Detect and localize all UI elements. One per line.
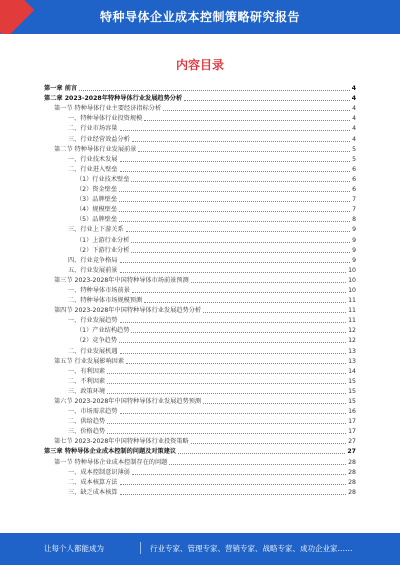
toc-leader-dots (132, 474, 346, 475)
table-of-contents (44, 84, 356, 498)
toc-leader-dots (178, 453, 345, 454)
toc-leader-dots (132, 141, 350, 142)
toc-entry[interactable] (44, 145, 356, 155)
toc-leader-dots (119, 191, 350, 192)
toc-leader-dots (107, 393, 346, 394)
toc-entry-label: 二、行业进入壁垒 (68, 165, 118, 173)
toc-entry-label: （4）规模壁垒 (76, 206, 118, 214)
toc-entry-label: （5）品牌壁垒 (76, 216, 118, 224)
toc-entry-page: 28 (348, 478, 356, 486)
page-footer (0, 533, 400, 565)
toc-leader-dots (120, 272, 347, 273)
toc-entry-page: 10 (348, 266, 356, 274)
footer-slogan-left: 让每个人都能成为 (44, 544, 104, 553)
toc-entry[interactable] (44, 94, 356, 104)
toc-entry[interactable] (44, 155, 356, 165)
toc-entry-page: 16 (348, 408, 356, 416)
toc-entry-page: 4 (352, 115, 356, 123)
toc-entry[interactable] (44, 407, 356, 417)
toc-entry-label: 第三章 特种导体企业成本控制的问题及对策建议 (44, 448, 177, 456)
toc-leader-dots (131, 242, 350, 243)
toc-entry-label: 一、行业技术发展 (68, 155, 118, 163)
toc-entry[interactable] (44, 205, 356, 215)
toc-leader-dots (120, 171, 351, 172)
toc-entry-page: 9 (352, 246, 356, 254)
toc-leader-dots (119, 201, 350, 202)
toc-leader-dots (120, 494, 347, 495)
toc-entry[interactable] (44, 457, 356, 467)
toc-entry[interactable] (44, 316, 356, 326)
toc-entry-page: 14 (348, 367, 356, 375)
toc-entry-page: 4 (352, 105, 356, 113)
toc-entry-label: 一、有利因素 (68, 367, 106, 375)
toc-entry-label: （2）资金壁垒 (76, 186, 118, 194)
toc-entry-page: 5 (352, 155, 356, 163)
toc-leader-dots (191, 443, 346, 444)
toc-leader-dots (126, 231, 350, 232)
toc-leader-dots (120, 484, 347, 485)
toc-leader-dots (203, 403, 346, 404)
toc-leader-dots (119, 211, 350, 212)
toc-entry[interactable] (44, 195, 356, 205)
toc-entry[interactable] (44, 296, 356, 306)
toc-entry[interactable] (44, 488, 356, 498)
toc-entry[interactable] (44, 266, 356, 276)
toc-leader-dots (138, 151, 350, 152)
toc-entry-label: 三、行业上下游关系 (68, 226, 124, 234)
toc-leader-dots (120, 413, 347, 414)
toc-entry-label: （2）下游行业分析 (76, 246, 130, 254)
toc-leader-dots (119, 221, 350, 222)
toc-entry-page: 10 (348, 286, 356, 294)
toc-entry-page: 9 (352, 256, 356, 264)
toc-entry-page: 4 (351, 95, 356, 103)
toc-entry[interactable] (44, 437, 356, 447)
toc-entry-page: 7 (352, 206, 356, 214)
toc-entry-page: 11 (348, 307, 356, 315)
toc-entry[interactable] (44, 468, 356, 478)
toc-entry[interactable] (44, 215, 356, 225)
toc-entry-label: 一、成本控制意识薄弱 (68, 468, 130, 476)
toc-leader-dots (191, 282, 346, 283)
toc-entry[interactable] (44, 124, 356, 134)
toc-entry-page: 28 (348, 458, 356, 466)
toc-entry-label: 第二章 2023-2028年特种导体行业发展趋势分析 (44, 95, 183, 103)
toc-leader-dots (163, 110, 350, 111)
toc-entry-label: 第一节 特种导体企业成本控制存在的问题 (54, 458, 168, 466)
toc-leader-dots (120, 353, 347, 354)
toc-entry[interactable] (44, 104, 356, 114)
toc-leader-dots (107, 373, 346, 374)
toc-entry-label: 第一节 特种导体行业主要经济指标分析 (54, 105, 162, 113)
toc-leader-dots (126, 363, 346, 364)
toc-entry[interactable] (44, 235, 356, 245)
toc-entry-page: 15 (348, 377, 356, 385)
toc-entry-label: 二、特种导体市场规模预测 (68, 297, 143, 305)
toc-entry-label: 第一章 前言 (44, 85, 78, 93)
toc-entry-label: 一、特种导体市场前景 (68, 286, 130, 294)
toc-entry-page: 6 (352, 186, 356, 194)
toc-entry-page: 27 (348, 438, 356, 446)
toc-entry-page: 15 (348, 398, 356, 405)
toc-entry-label: 五、行业发展前景 (68, 266, 118, 274)
toc-entry-label: （1）行业技术壁垒 (76, 175, 130, 183)
toc-entry[interactable] (44, 397, 356, 407)
toc-entry-label: 二、行业市场容量 (68, 125, 118, 133)
toc-entry-page: 17 (348, 428, 356, 436)
toc-leader-dots (203, 312, 346, 313)
toc-entry-page: 27 (347, 448, 356, 456)
toc-entry-page: 28 (348, 468, 356, 476)
toc-leader-dots (169, 464, 346, 465)
toc-leader-dots (107, 423, 346, 424)
toc-entry-page: 17 (348, 418, 356, 426)
toc-entry-label: （1）产业结构趋势 (76, 327, 130, 335)
toc-entry[interactable] (44, 478, 356, 488)
toc-entry-label: 一、特种导体行业投资规模 (68, 115, 143, 123)
footer-slogan-right: 行业专家、管理专家、营销专家、战略专家、成功企业家…… (150, 544, 353, 553)
toc-entry[interactable] (44, 165, 356, 175)
toc-leader-dots (119, 342, 346, 343)
toc-entry[interactable] (44, 336, 356, 346)
toc-entry[interactable] (44, 134, 356, 144)
toc-entry[interactable] (44, 175, 356, 185)
toc-entry[interactable] (44, 326, 356, 336)
toc-entry[interactable] (44, 367, 356, 377)
toc-entry[interactable] (44, 114, 356, 124)
toc-entry-page: 12 (348, 327, 356, 335)
toc-entry[interactable] (44, 346, 356, 356)
toc-entry-page: 8 (352, 216, 356, 224)
toc-entry-label: 四、行业竞争格局 (68, 256, 118, 264)
toc-entry[interactable] (44, 427, 356, 437)
toc-entry-label: 一、市场需求趋势 (68, 408, 118, 416)
toc-entry-label: 三、政策环境 (68, 387, 106, 395)
toc-entry-page: 13 (348, 347, 356, 355)
toc-leader-dots (132, 292, 346, 293)
toc-leader-dots (120, 130, 351, 131)
toc-entry[interactable] (44, 286, 356, 296)
toc-leader-dots (107, 433, 346, 434)
toc-entry[interactable] (44, 447, 356, 457)
toc-leader-dots (131, 332, 346, 333)
toc-entry-label: 第三节 2023-2028年中国特种导体市场前景预测 (54, 276, 189, 284)
toc-entry[interactable] (44, 256, 356, 266)
toc-entry-page: 4 (352, 135, 356, 143)
report-title: 特种导体企业成本控制策略研究报告 (99, 10, 300, 24)
toc-leader-dots (131, 252, 350, 253)
toc-entry[interactable] (44, 246, 356, 256)
toc-leader-dots (120, 322, 347, 323)
toc-entry-label: 二、成本核算方法 (68, 478, 118, 486)
toc-leader-dots (144, 302, 346, 303)
toc-leader-dots (131, 181, 350, 182)
toc-entry-label: 第二节 特种导体行业发展前景 (54, 145, 137, 153)
toc-leader-dots (120, 161, 351, 162)
toc-title: 内容目录 (175, 58, 224, 72)
toc-entry[interactable] (44, 387, 356, 397)
toc-entry-page: 7 (352, 196, 356, 204)
toc-entry-label: （1）上游行业分析 (76, 236, 130, 244)
toc-entry-page: 9 (352, 236, 356, 244)
toc-entry-page: 10 (348, 276, 356, 284)
toc-leader-dots (144, 120, 350, 121)
toc-entry-label: 二、不利因素 (68, 377, 106, 385)
toc-entry[interactable] (44, 84, 356, 94)
toc-leader-dots (184, 100, 350, 101)
toc-entry[interactable] (44, 276, 356, 286)
toc-entry-page: 15 (348, 387, 356, 395)
toc-entry-label: （3）品牌壁垒 (76, 196, 118, 204)
toc-entry-page: 4 (351, 85, 356, 93)
toc-entry-page: 6 (352, 175, 356, 183)
toc-entry[interactable] (44, 306, 356, 316)
toc-entry[interactable] (44, 377, 356, 387)
toc-entry-label: 二、行业发展机遇 (68, 347, 118, 355)
toc-entry-page: 13 (348, 357, 356, 365)
toc-entry-page: 28 (348, 488, 356, 496)
toc-entry-page: 11 (348, 297, 356, 305)
toc-leader-dots (79, 90, 350, 91)
toc-entry-label: 三、价格趋势 (68, 428, 106, 436)
toc-entry-page: 5 (352, 145, 356, 153)
toc-entry-label: 一、行业发展趋势 (68, 317, 118, 325)
toc-entry-label: （2）竞争趋势 (76, 337, 118, 345)
footer-divider (140, 542, 141, 554)
page-header (0, 0, 400, 34)
toc-entry-label: 第五节 行业发展影响因素 (54, 357, 125, 365)
toc-leader-dots (120, 262, 351, 263)
toc-entry-page: 4 (352, 125, 356, 133)
toc-entry[interactable] (44, 225, 356, 235)
toc-entry-label: 第七节 2023-2028年中国特种导体行业投资策略 (54, 438, 189, 446)
toc-entry-label: 三、行业经营效益分析 (68, 135, 130, 143)
toc-entry-page: 9 (352, 226, 356, 234)
toc-entry[interactable] (44, 357, 356, 367)
toc-leader-dots (107, 383, 346, 384)
toc-entry-label: 三、缺乏成本核算 (68, 488, 118, 496)
toc-entry-page: 6 (352, 165, 356, 173)
toc-entry[interactable] (44, 417, 356, 427)
toc-entry-label: 第六节 2023-2028年中国特种导体行业发展趋势预测 (54, 398, 202, 405)
toc-entry[interactable] (44, 185, 356, 195)
toc-entry-label: 第四节 2023-2028年中国特种导体行业发展趋势分析 (54, 307, 202, 315)
toc-entry-label: 二、供给趋势 (68, 418, 106, 426)
toc-entry-page: 11 (348, 317, 356, 325)
toc-entry-page: 12 (348, 337, 356, 345)
